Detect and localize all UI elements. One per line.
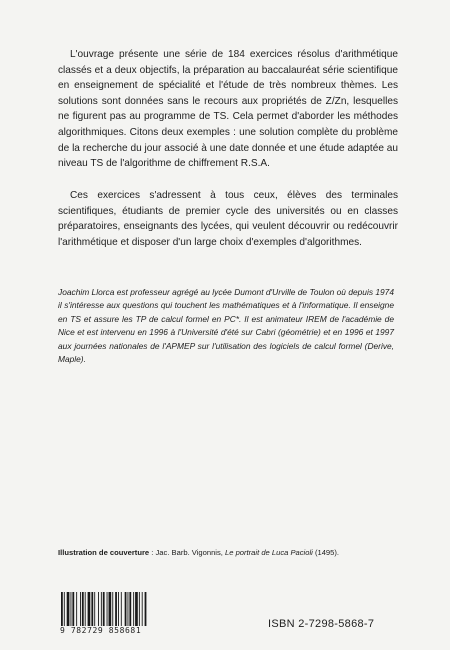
credit-year: (1495). <box>312 548 339 557</box>
credit-label: Illustration de couverture <box>58 548 150 557</box>
credit-artist: Jac. Barb. Vigonnis, <box>155 548 226 557</box>
isbn: ISBN 2-7298-5868-7 <box>268 618 375 630</box>
author-bio: Joachim Llorca est professeur agrégé au lycée Dumont d'Urville de Toulon où depuis 1974 il s'intéresse aux questions qui touchent les mathématiques et à l'informatique. Il enseigne en TS et assure les TP de calcul formel en PC*. Il est animateur IREM de l'académie de Nice et est intervenu en 1996 à l'Université d'été sur Cabri (géométrie) et en 1996 et 1997 aux journées nationales de l'APMEP sur l'utilisation des logiciels de calcul formel (Derive, Maple). <box>58 287 394 365</box>
credit-separator: : <box>149 548 156 557</box>
description-paragraph-2: Ces exercices s'adressent à tous ceux, élèves des terminales scientifiques, étudiants de premier cycle des universités ou en classes préparatoires, enseignants des lycées, qui veulent découvrir ou redécouvrir l'arithmétique et disposer d'un large choix d'exemples d'algorithmes. <box>58 190 398 248</box>
barcode-number: 9 782729 858681 <box>60 626 180 635</box>
description-paragraph-1: L'ouvrage présente une série de 184 exercices résolus d'arithmétique classés et a deux objectifs, la préparation au baccalauréat série scientifique en enseignement de spécialité et l'étude de très nombreux thèmes. Les solutions sont données sans le recours aux propriétés de Z/Zn, lesquelles ne figurent pas au programme de TS. Cela permet d'aborder les méthodes algorithmiques. Citons deux exemples : une solution complète du problème de la recherche du jour associé à une date donnée et une étude adaptée au niveau TS de l'algorithme de chiffrement R.S.A. <box>58 49 398 170</box>
cover-illustration-credit <box>58 547 398 558</box>
credit-work: Le portrait de Luca Pacioli <box>225 548 313 557</box>
